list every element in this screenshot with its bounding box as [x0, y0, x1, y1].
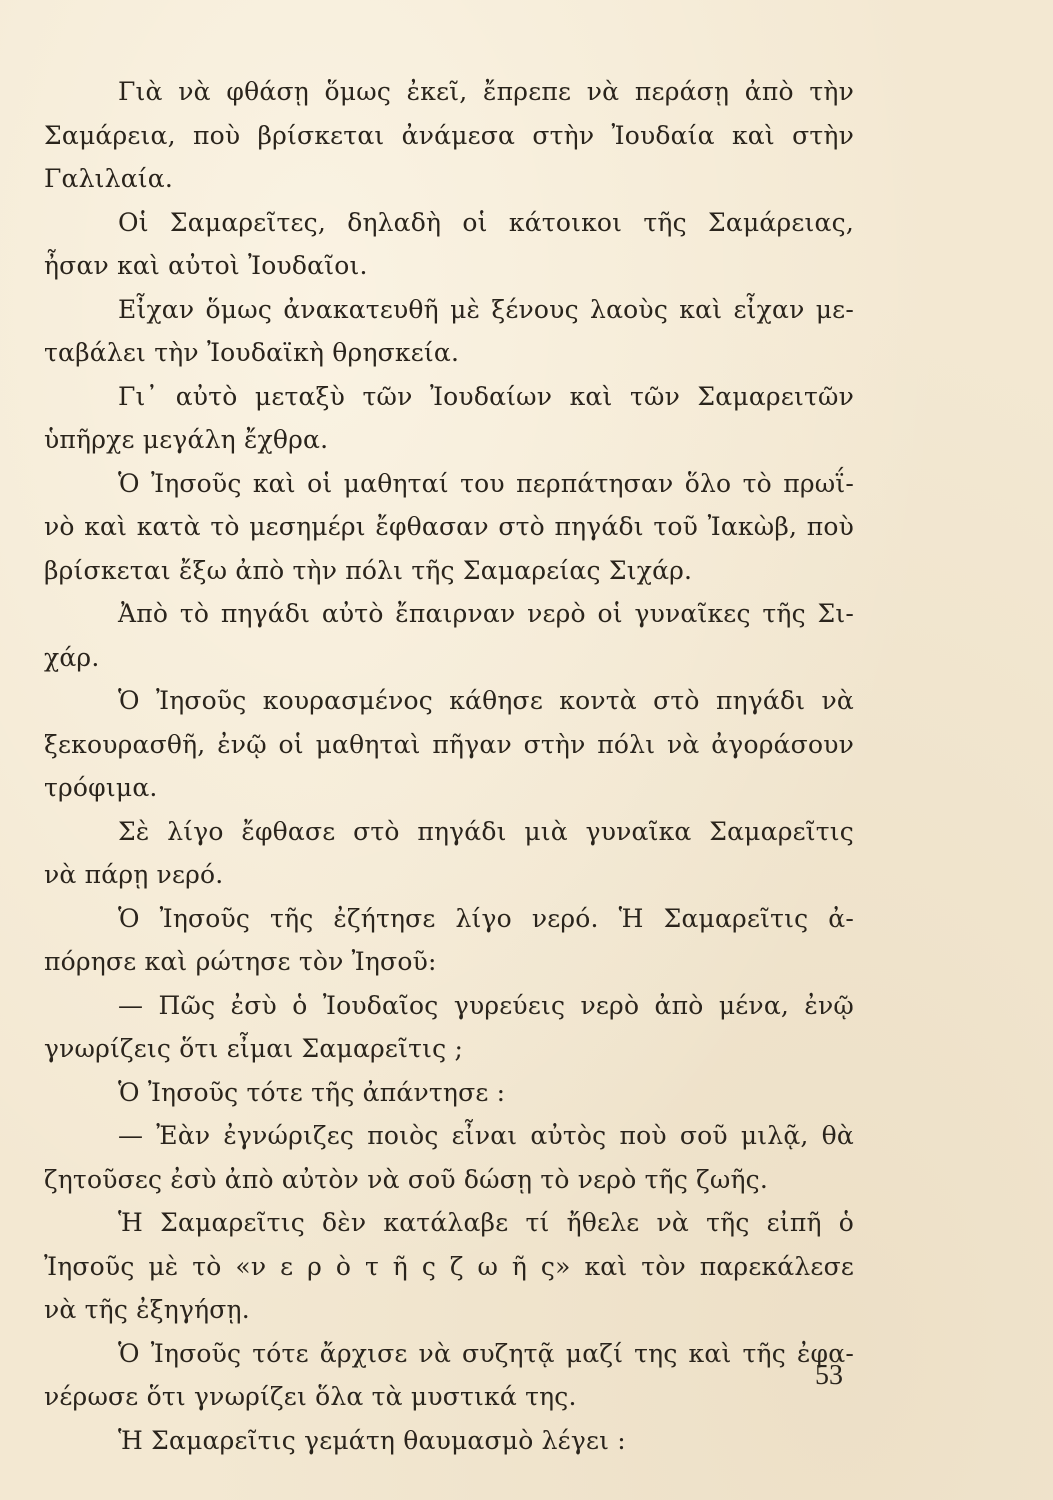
text-line: ζητοῦσες ἐσὺ ἀπὸ αὐτὸν νὰ σοῦ δώσῃ τὸ νερὸ τῆς ζωῆς.	[44, 1164, 769, 1194]
page-number: 53	[815, 1360, 843, 1391]
text-line: — Ἐὰν ἐγνώριζες ποιὸς εἶναι αὐτὸς ποὺ σοῦ μιλᾷ, θὰ	[118, 1121, 854, 1150]
text-line: Ἀπὸ τὸ πηγάδι αὐτὸ ἔπαιρναν νερὸ οἱ γυναῖκες τῆς Σι-	[118, 599, 854, 628]
text-line: Γιὰ νὰ φθάσῃ ὅμως ἐκεῖ, ἔπρεπε νὰ περάσῃ ἀπὸ τὴν	[118, 77, 854, 106]
text-line: τρόφιμα.	[44, 773, 158, 802]
text-line: Ὁ Ἰησοῦς τῆς ἐζήτησε λίγο νερό. Ἡ Σαμαρεῖτις ἀ-	[118, 903, 854, 933]
text-line: Ὁ Ἰησοῦς κουρασμένος κάθησε κοντὰ στὸ πηγάδι νὰ	[118, 686, 854, 715]
body-text	[44, 70, 854, 1462]
text-line: ξεκουρασθῆ, ἐνῷ οἱ μαθηταὶ πῆγαν στὴν πόλι νὰ ἀγοράσουν	[44, 729, 854, 759]
text-line: ἦσαν καὶ αὐτοὶ Ἰουδαῖοι.	[44, 251, 368, 280]
text-line: Σὲ λίγο ἔφθασε στὸ πηγάδι μιὰ γυναῖκα Σαμαρεῖτις	[118, 816, 854, 846]
text-line: νέρωσε ὅτι γνωρίζει ὅλα τὰ μυστικά της.	[44, 1382, 577, 1411]
text-line: νὰ πάρῃ νερό.	[44, 860, 224, 889]
text-line: βρίσκεται ἔξω ἀπὸ τὴν πόλι τῆς Σαμαρείας Σιχάρ.	[44, 555, 693, 585]
text-line: Γαλιλαία.	[44, 164, 174, 193]
text-line: Ἡ Σαμαρεῖτις δὲν κατάλαβε τί ἤθελε νὰ τῆς εἰπῆ ὁ	[118, 1208, 854, 1237]
text-line: γνωρίζεις ὅτι εἶμαι Σαμαρεῖτις ;	[44, 1034, 464, 1063]
text-line: Σαμάρεια, ποὺ βρίσκεται ἀνάμεσα στὴν Ἰουδαία καὶ στὴν	[44, 120, 854, 150]
text-line: Ὁ Ἰησοῦς καὶ οἱ μαθηταί του περπάτησαν ὅλο τὸ πρωΐ-	[118, 468, 854, 498]
text-line: ταβάλει τὴν Ἰουδαϊκὴ θρησκεία.	[44, 338, 460, 367]
text-line: Ὁ Ἰησοῦς τότε ἄρχισε νὰ συζητᾷ μαζί της καὶ τῆς ἐφα-	[118, 1338, 854, 1368]
text-line: νὸ καὶ κατὰ τὸ μεσημέρι ἔφθασαν στὸ πηγάδι τοῦ Ἰακὼβ, ποὺ	[44, 512, 854, 541]
text-line: χάρ.	[44, 642, 100, 672]
text-line: — Πῶς ἐσὺ ὁ Ἰουδαῖος γυρεύεις νερὸ ἀπὸ μένα, ἐνῷ	[118, 990, 854, 1020]
text-line: πόρησε καὶ ρώτησε τὸν Ἰησοῦ:	[44, 947, 437, 976]
text-line: Οἱ Σαμαρεῖτες, δηλαδὴ οἱ κάτοικοι τῆς Σαμάρειας,	[118, 207, 854, 237]
text-line: ὑπῆρχε μεγάλη ἔχθρα.	[44, 425, 329, 454]
text-line: Ἡ Σαμαρεῖτις γεμάτη θαυμασμὸ λέγει :	[118, 1425, 626, 1455]
text-line: Γι᾽ αὐτὸ μεταξὺ τῶν Ἰουδαίων καὶ τῶν Σαμαρειτῶν	[118, 381, 854, 411]
text-line: Ἰησοῦς μὲ τὸ «ν ε ρ ὸ τ ῆ ς ζ ω ῆ ς» καὶ τὸν παρεκάλεσε	[44, 1251, 854, 1281]
text-line: νὰ τῆς ἐξηγήσῃ.	[44, 1295, 250, 1324]
text-line: Ὁ Ἰησοῦς τότε τῆς ἀπάντησε :	[118, 1077, 506, 1107]
text-line: Εἶχαν ὅμως ἀνακατευθῆ μὲ ξένους λαοὺς καὶ εἶχαν με-	[118, 294, 854, 324]
